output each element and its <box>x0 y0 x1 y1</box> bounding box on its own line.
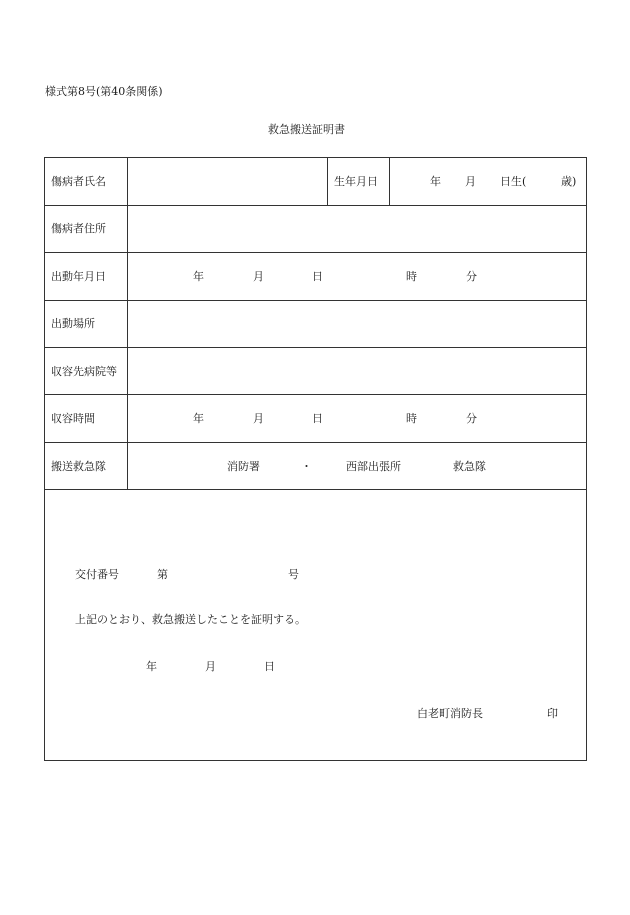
fire-station-text: 消防署 <box>227 460 260 473</box>
birth-month-unit: 月 <box>465 175 476 188</box>
row-divider <box>44 300 587 301</box>
age-unit: 歳) <box>561 175 577 188</box>
row-divider <box>44 442 587 443</box>
admission-year-unit: 年 <box>193 412 204 425</box>
issue-number-label: 交付番号 <box>75 568 119 581</box>
row-divider <box>44 489 587 490</box>
row-divider <box>44 347 587 348</box>
table-border-bottom <box>44 760 587 761</box>
table-border-left <box>44 157 45 761</box>
table-border-top <box>44 157 587 158</box>
admission-hour-unit: 時 <box>406 412 417 425</box>
form-number: 様式第8号(第40条関係) <box>45 85 163 98</box>
issue-number-prefix: 第 <box>157 568 168 581</box>
admission-day-unit: 日 <box>312 412 323 425</box>
table-border-right <box>586 157 587 761</box>
ambulance-unit-label: 搬送救急隊 <box>51 460 106 473</box>
patient-address-label: 傷病者住所 <box>51 222 106 235</box>
dispatch-place-label: 出動場所 <box>51 317 95 330</box>
separator-dot: ・ <box>301 460 312 473</box>
admission-time-label: 収容時間 <box>51 412 95 425</box>
page-title: 救急搬送証明書 <box>268 123 345 136</box>
birthdate-divider-right <box>389 157 390 205</box>
row-divider <box>44 205 587 206</box>
label-column-divider <box>127 157 128 490</box>
birthdate-divider-left <box>327 157 328 205</box>
seal-mark: 印 <box>547 707 558 720</box>
dispatch-hour-unit: 時 <box>406 270 417 283</box>
dispatch-day-unit: 日 <box>312 270 323 283</box>
issue-year-unit: 年 <box>146 660 157 673</box>
dispatch-date-label: 出動年月日 <box>51 270 106 283</box>
patient-name-label: 傷病者氏名 <box>51 175 106 188</box>
issue-number-suffix: 号 <box>288 568 299 581</box>
issue-month-unit: 月 <box>205 660 216 673</box>
dispatch-month-unit: 月 <box>253 270 264 283</box>
admission-month-unit: 月 <box>253 412 264 425</box>
dispatch-year-unit: 年 <box>193 270 204 283</box>
certification-statement: 上記のとおり、救急搬送したことを証明する。 <box>75 613 306 626</box>
row-divider <box>44 394 587 395</box>
dispatch-minute-unit: 分 <box>466 270 477 283</box>
admission-minute-unit: 分 <box>466 412 477 425</box>
branch-office-text: 西部出張所 <box>346 460 401 473</box>
birth-year-unit: 年 <box>430 175 441 188</box>
ambulance-team-text: 救急隊 <box>453 460 486 473</box>
signer-title: 白老町消防長 <box>417 707 483 720</box>
birth-day-unit: 日生( <box>500 175 527 188</box>
row-divider <box>44 252 587 253</box>
issue-day-unit: 日 <box>264 660 275 673</box>
hospital-label: 収容先病院等 <box>51 365 117 378</box>
birth-date-label: 生年月日 <box>334 175 378 188</box>
